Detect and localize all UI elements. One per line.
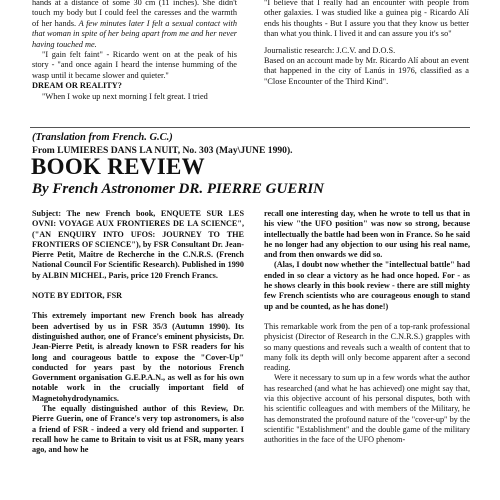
translation-note: (Translation from French. G.C.) xyxy=(32,132,173,143)
bottom-right-paragraph-3: This remarkable work from the pen of a top-rank professional physicist (Director of Research in the C.N.R.S.) grapples with so many questions and reveals such a wealth of content that to many folk its depth will only become apparent after a second reading. xyxy=(264,321,470,373)
article-title: BOOK REVIEW xyxy=(31,154,205,179)
top-left-paragraph-2: "I gain felt faint" - Ricardo went on at the peak of his story - "and once again I heard the intense humming of the wasp until it became slower and quieter." xyxy=(32,50,237,80)
article-byline: By French Astronomer DR. PIERRE GUERIN xyxy=(32,181,325,197)
section-heading: DREAM OR REALITY? xyxy=(32,81,122,91)
subject-paragraph: Subject: The new French book, ENQUETE SUR LES OVNI: VOYAGE AUX FRONTIERES DE LA SCIENCE", ("AN ENQUIRY INTO UFOS: JOURNEY TO THE FRONTIERS OF SCIENCE"), by FSR Consultant Dr. Jean-Pierre Petit, Maître de Recherche in the C.N.R.S. (French National Council For Scientific Research). Published in 1990 by ALBIN MICHEL, Paris, price 120 French Francs. xyxy=(32,209,244,280)
bottom-right-paragraph-4: Were it necessary to sum up in a few words what the author has researched (and what he has achieved) one might say that, via this objective account of his personal disputes, both with his scientific colleagues and with members of the Military, he has demonstrated the profound nature of the "cover-up" by the scientific "Establishment" and the double game of the military authorities in the face of the UFO phenom- xyxy=(264,373,470,445)
top-right-paragraph-1: "I believe that I really had an encounter with people from other galaxies. I was studied like a guinea pig - Ricardo Alí ends his thoughts - But I assure you that they know us better than what you think. I lived it and can assure you it's so" xyxy=(264,0,469,39)
bottom-right-paragraph-1: recall one interesting day, when he wrote to tell us that in his view "the UFO position" was now so strong, because intellectually the battle had been won in France. So he said he no longer had any objection to our using his real name, and from then onwards we did so. xyxy=(264,209,470,260)
editor-note-paragraph-2: The equally distinguished author of this Review, Dr. Pierre Guerin, one of France's very top astronomers, is also a friend of FSR - indeed a very old friend and supporter. I recall how he came to Britain to visit us at FSR, many years ago, and how he xyxy=(32,404,244,455)
italic-passage: A few minutes later I felt a sexual contact with that woman in spite of her being apart from me and her never having touched me. xyxy=(32,18,237,49)
top-left-paragraph: hands at a distance of some 30 cm (11 inches). She didn't touch my body but I could feel the caresses and the warmth of her hands. A few minutes later I felt a sexual contact with that woman in spite of her being apart from me and her never having touched me. xyxy=(32,0,237,49)
bottom-right-column xyxy=(264,209,470,446)
top-right-column xyxy=(264,0,469,87)
source-note: Based on an account made by Mr. Ricardo Alí about an event that happened in the city of Lanús in 1976, classified as a "Close Encounter of the Third Kind". xyxy=(264,56,469,86)
top-left-column xyxy=(32,0,237,102)
editor-note-heading: NOTE BY EDITOR, FSR xyxy=(32,291,123,301)
top-left-paragraph-3: "When I woke up next morning I felt great. I tried xyxy=(42,91,208,101)
bottom-left-column xyxy=(32,209,244,456)
source-line: From LUMIERES DANS LA NUIT, No. 303 (May\JUNE 1990). xyxy=(32,145,293,156)
bottom-right-paragraph-2: (Alas, I doubt now whether the "intellectual battle" had ended in so clear a victory as he had once hoped. For - as he shows clearly in this book review - there are still mighty few French scientists who are courageous enough to stand up and be counted, as he has done!) xyxy=(264,260,470,311)
research-credit: Journalistic research: J.C.V. and D.O.S. xyxy=(264,45,396,55)
editor-note-paragraph-1: This extremely important new French book has already been advertised by us in FSR 35/3 (Autumn 1990). Its distinguished author, one of France's eminent physicists, Dr. Jean-Pierre Petit, is already known to FSR readers for his long and courageous battle to expose the "Cover-Up" conducted for years past by the notorious French Government organisation G.E.P.A.N., as well as for his own notable work in the crucially important field of Magnetohydrodynamics. xyxy=(32,311,244,403)
section-divider xyxy=(30,127,470,128)
